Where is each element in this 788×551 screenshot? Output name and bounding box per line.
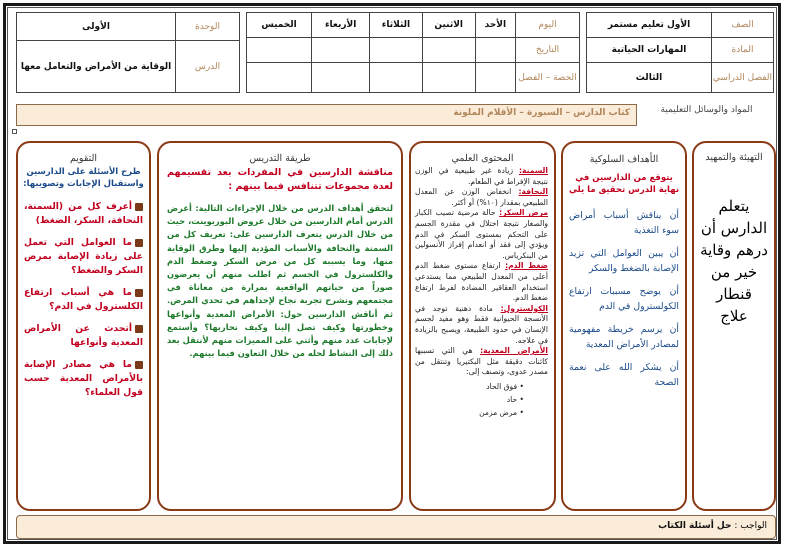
objective-item	[569, 208, 679, 238]
lesson-info-table	[16, 12, 240, 93]
period-label: الحصة – الفصل	[516, 63, 580, 93]
materials-label: المواد والوسائل التعليمية	[636, 104, 776, 126]
date-cell	[475, 38, 515, 63]
intro-text: يتعلم الدارس أن درهم وقاية خير من قنطار علاج	[700, 197, 768, 325]
subject-label: المادة	[712, 38, 774, 63]
table-handle-icon	[12, 129, 17, 134]
subject-value: المهارات الحياتية	[587, 38, 712, 63]
content-term: الأمراض المعدية:	[480, 346, 549, 356]
content-text: ارتفاع مستوى ضغط الدم أعلى من المعدل الطبيعي مما يستدعي استخدام العقاقير المضادة لفرط ارتفاع ضغط الدم.	[415, 261, 548, 303]
content-term: السمنة:	[518, 166, 548, 175]
assessment-column	[16, 141, 151, 511]
day-col-3: الثلاثاء	[370, 13, 423, 38]
content-text: حالة مرضية تصيب الكبار والصغار نتيجة اختلال في مقدرة الجسم على التحكم بمستوى السكر في الدم ويؤدي إلى فقد أو انعدام إفراز الأنسولين من البنكرياس.	[415, 208, 548, 260]
content-entry	[415, 261, 548, 303]
materials-value: كتاب الدارس – السبورة – الأقلام الملونة	[453, 108, 630, 118]
homework-label: الواجب :	[734, 521, 767, 531]
period-cell	[247, 63, 312, 93]
objective-text: أن يوضح مسببات ارتفاع الكولسترول في الدم	[569, 286, 679, 312]
content-term: مرض السكر:	[499, 208, 548, 218]
date-cell	[312, 38, 370, 63]
content-text: انخفاض الوزن عن المعدل الطبيعي بمقدار (١٠%) أو أكثر.	[415, 187, 548, 207]
day-col-1: الأحد	[475, 13, 515, 38]
assessment-title: التقويم	[69, 153, 98, 164]
homework-value: حل أسئلة الكتاب	[658, 521, 732, 531]
teaching-intro: مناقشة الدارسين في المفردات بعد تقسيمهم لعدة مجموعات تتنافس فيما بينهم :	[167, 167, 393, 192]
objectives-list	[563, 196, 685, 390]
objective-text: أن يشكر الله على نعمة الصحة	[569, 362, 679, 388]
objective-text: أن يبين العوامل التي تزيد الإصابة بالضغط والسكر	[569, 248, 679, 274]
day-col-4: الأربعاء	[312, 13, 370, 38]
objective-item	[569, 360, 679, 390]
content-text: مادة دهنية توجد في الأنسجة الحيوانية فقط وهو مفيد لجسم الإنسان في حدود الطبيعة، ويصبح بالزيادة في علاجه.	[415, 303, 548, 345]
content-entry	[415, 208, 548, 261]
unit-label: الوحدة	[176, 13, 240, 41]
assessment-item	[24, 286, 143, 314]
intro-title: التهيئة والتمهيد	[705, 152, 763, 163]
homework-row	[16, 515, 776, 539]
assessment-text: ما هي أسباب ارتفاع الكلسترول في الدم؟	[24, 287, 143, 312]
content-body	[411, 164, 554, 419]
period-cell	[422, 63, 475, 93]
content-subitem	[415, 380, 524, 393]
content-text: هي التي تسببها كائنات دقيقة مثل البكتيريا وتنتقل من مصدر عدوى، وتصنف إلى:	[415, 346, 548, 377]
date-cell	[370, 38, 423, 63]
assessment-item	[24, 200, 143, 228]
assessment-item	[24, 322, 143, 350]
date-cell	[422, 38, 475, 63]
period-cell	[312, 63, 370, 93]
objective-item	[569, 284, 679, 314]
teaching-title: طريقة التدريس	[249, 153, 311, 164]
date-label: التاريخ	[516, 38, 580, 63]
content-subitem-text: فوق الحاد	[486, 381, 518, 391]
content-column	[409, 141, 556, 511]
objectives-title: الأهداف السلوكية	[589, 154, 659, 165]
content-term: النحافة:	[518, 187, 548, 197]
grade-value: الأول تعليم مستمر	[587, 13, 712, 38]
book-bullet-icon	[135, 239, 143, 247]
content-subitem	[415, 406, 524, 419]
content-text: زيادة غير طبيعية في الوزن نتيجة الإفراط في الطعام.	[415, 166, 548, 186]
lesson-label: الدرس	[176, 41, 240, 93]
day-col-5: الخميس	[247, 13, 312, 38]
content-term: الكولسترول:	[500, 303, 548, 313]
intro-column	[692, 141, 776, 511]
bullet-icon: •	[517, 407, 524, 417]
grade-label: الصف	[712, 13, 774, 38]
content-subitem-text: حاد	[506, 394, 518, 404]
objective-text: أن يرسم خريطة مفهومية لمصادر الأمراض المعدية	[569, 324, 679, 350]
teaching-column	[157, 141, 403, 511]
semester-value: الثالث	[587, 63, 712, 93]
bullet-icon: •	[517, 381, 524, 391]
content-subitem	[415, 393, 524, 406]
assessment-text: ما العوامل التي تعمل على زيادة الإصابة بمرض السكر والضغط؟	[24, 237, 143, 276]
content-term: ضغط الدم:	[505, 261, 549, 271]
book-bullet-icon	[135, 289, 143, 297]
objective-item	[569, 322, 679, 352]
schedule-table	[246, 12, 580, 93]
content-entry	[415, 304, 548, 346]
content-subitem-text: مرض مزمن	[479, 407, 518, 417]
content-entry	[415, 166, 548, 187]
book-bullet-icon	[135, 203, 143, 211]
course-info-table	[586, 12, 774, 93]
teaching-procedure: لتحقق أهداف الدرس من خلال الإجراءات التالية: أعرض الدرس أمام الدارسين من خلال عروض البوربوينت، حيث من خلال الدرس يتعرف الدارسين على: تعريف كل من السمنة والنحافة والأسباب المؤدية إليها وطرق الوقاية منها، وما يسببه كل من مرض السكر وضغط الدم والكلسترول في الجسم ثم اطلب منهم أن يعرضون صوراً من حياتهم الواقعية بمرارة من معاناة في مجتمعهم ونشرح تجربة نجاح لإحداهم في تحدي المرض. ثم أناقش الدارسين حول: الأمراض المعدية وأنواعها وخطورتها وكيف تصل إلينا وكيف نحاربها؟ وأستمع لإجابات عدد منهم وأثني على المميزات منهم لأنتقل بعد ذلك إلى النشاط لحله من خلال التعاون فيما بينهم.	[167, 203, 393, 359]
book-bullet-icon	[135, 361, 143, 369]
unit-value: الأولى	[17, 13, 176, 41]
objective-text: أن يناقش أسباب أمراض سوء التغذية	[569, 210, 679, 236]
content-entry	[415, 187, 548, 208]
assessment-item	[24, 236, 143, 278]
assessment-text: أتحدث عن الأمراض المعدية وأنواعها	[24, 323, 143, 348]
assessment-list	[18, 190, 149, 400]
content-sublist	[415, 380, 548, 419]
content-title: المحتوى العلمي	[451, 153, 514, 164]
assessment-item	[24, 358, 143, 400]
day-col-2: الاثنين	[422, 13, 475, 38]
semester-label: الفصل الدراسي	[712, 63, 774, 93]
period-cell	[370, 63, 423, 93]
content-entry	[415, 346, 548, 378]
date-cell	[247, 38, 312, 63]
book-bullet-icon	[135, 325, 143, 333]
objectives-subtitle: يتوقع من الدارسين في نهاية الدرس تحقيق ما يلي	[568, 173, 680, 195]
objective-item	[569, 246, 679, 276]
lesson-value: الوقاية من الأمراض والتعامل معها	[17, 41, 176, 93]
assessment-text: ما هي مصادر الإصابة بالأمراض المعدية حسب قول العلماء؟	[24, 359, 143, 398]
objectives-column	[561, 141, 687, 511]
assessment-text: أعرف كل من (السمنة، النحافة، السكر، الضغط)	[24, 201, 143, 226]
assessment-subtitle: طرح الأسئلة على الدارسين واستقبال الإجابات وتصويبها:	[23, 167, 144, 189]
period-cell	[475, 63, 515, 93]
bullet-icon: •	[517, 394, 524, 404]
day-label: اليوم	[516, 13, 580, 38]
